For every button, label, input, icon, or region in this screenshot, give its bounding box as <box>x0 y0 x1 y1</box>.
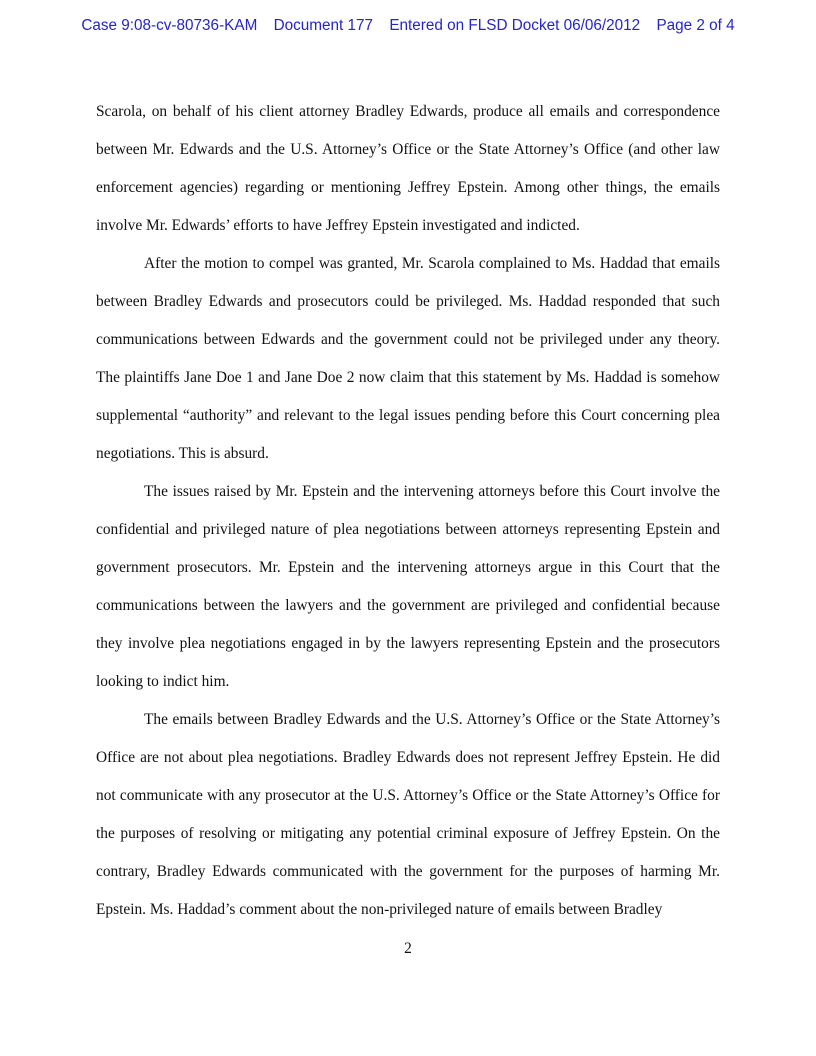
docket-header <box>0 17 816 35</box>
paragraph: The emails between Bradley Edwards and the U.S. Attorney’s Office or the State Attorney’s Office are not about plea negotiations. Bradley Edwards does not represent Jeffrey Epstein. He did not communicate with any prosecutor at the U.S. Attorney’s Office or the State Attorney’s Office for the purposes of resolving or mitigating any potential criminal exposure of Jeffrey Epstein. On the contrary, Bradley Edwards communicated with the government for the purposes of harming Mr. Epstein. Ms. Haddad’s comment about the non-privileged nature of emails between Bradley <box>96 711 720 918</box>
page-count: Page 2 of 4 <box>656 17 735 34</box>
docket-entry-date: Entered on FLSD Docket 06/06/2012 <box>389 17 641 34</box>
paragraph-continued: Scarola, on behalf of his client attorney Bradley Edwards, produce all emails and correspondence between Mr. Edwards and the U.S. Attorney’s Office or the State Attorney’s Office (and other law enforcement agencies) regarding or mentioning Jeffrey Epstein. Among other things, the emails involve Mr. Edwards’ efforts to have Jeffrey Epstein investigated and indicted. <box>96 103 720 234</box>
paragraph: The issues raised by Mr. Epstein and the intervening attorneys before this Court involve the confidential and privileged nature of plea negotiations between attorneys representing Epstein and government prosecutors. Mr. Epstein and the intervening attorneys argue in this Court that the communications between the lawyers and the government are privileged and confidential because they involve plea negotiations engaged in by the lawyers representing Epstein and the prosecutors looking to indict him. <box>96 483 720 690</box>
page-number: 2 <box>404 940 412 957</box>
case-number: Case 9:08-cv-80736-KAM <box>81 17 258 34</box>
paragraph: After the motion to compel was granted, Mr. Scarola complained to Ms. Haddad that emails between Bradley Edwards and prosecutors could be privileged. Ms. Haddad responded that such communications between Edwards and the government could not be privileged under any theory. The plaintiffs Jane Doe 1 and Jane Doe 2 now claim that this statement by Ms. Haddad is somehow supplemental “authority” and relevant to the legal issues pending before this Court concerning plea negotiations. This is absurd. <box>96 255 720 462</box>
document-body <box>96 93 720 929</box>
document-number: Document 177 <box>273 17 374 34</box>
